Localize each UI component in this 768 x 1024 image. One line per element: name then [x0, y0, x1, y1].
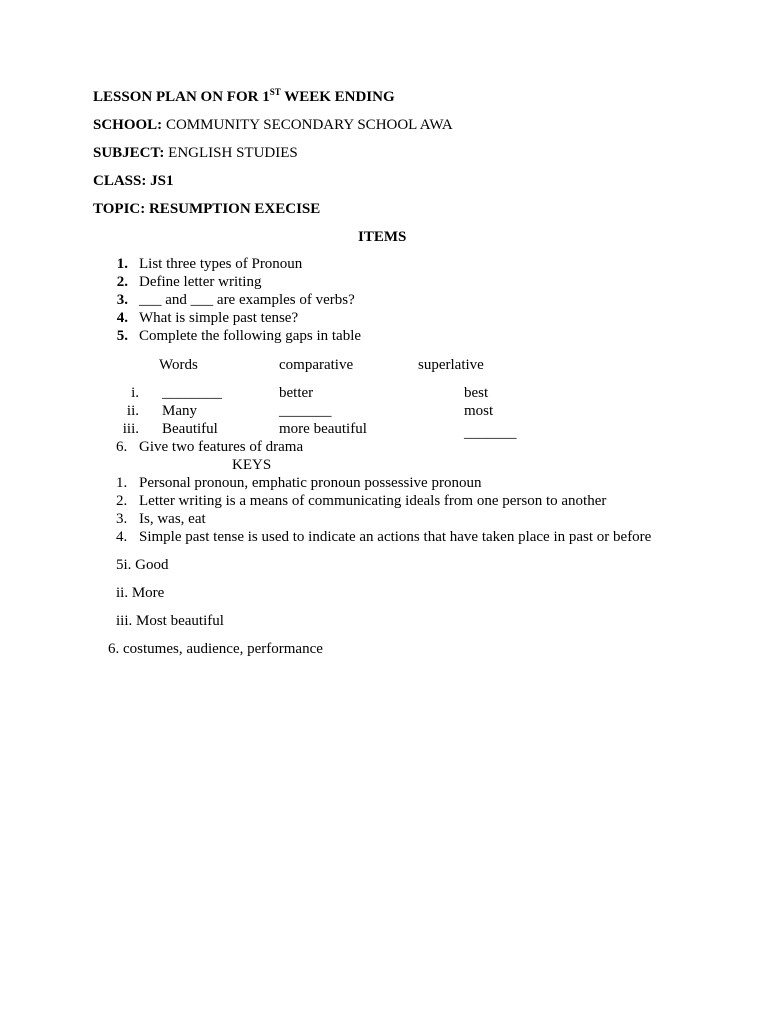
answer-number: 3. [116, 511, 128, 527]
table-row-number: iii. [122, 421, 139, 437]
table-cell-word: Beautiful [162, 421, 218, 437]
question-text: List three types of Pronoun [139, 256, 303, 272]
answer-text: Simple past tense is used to indicate an actions that have taken place in past or before [139, 529, 652, 545]
question-text: ___ and ___ are examples of verbs? [139, 292, 355, 308]
question-number: 6. [116, 439, 128, 455]
answer-5ii: ii. More [116, 585, 165, 601]
table-cell-comparative: _______ [279, 403, 332, 419]
answer-text: Personal pronoun, emphatic pronoun possessive pronoun [139, 475, 482, 491]
question-number: 5. [116, 328, 128, 344]
answer-6: 6. costumes, audience, performance [108, 641, 323, 657]
question-number: 2. [116, 274, 128, 290]
table-cell-word: Many [162, 403, 197, 419]
topic-line: TOPIC: RESUMPTION EXECISE [93, 201, 321, 217]
subject-value: ENGLISH STUDIES [164, 145, 298, 161]
school-line [93, 116, 453, 134]
school-value: COMMUNITY SECONDARY SCHOOL AWA [162, 117, 453, 133]
table-cell-superlative: most [464, 403, 494, 419]
table-header-comparative: comparative [279, 357, 354, 373]
table-cell-word: ________ [162, 385, 222, 401]
document-title: LESSON PLAN ON FOR 1ST WEEK ENDING [93, 87, 395, 105]
answer-text: Is, was, eat [139, 511, 206, 527]
question-number: 3. [116, 292, 128, 308]
keys-heading: KEYS [232, 457, 272, 473]
answer-number: 4. [116, 529, 128, 545]
question-number: 1. [116, 256, 128, 272]
question-number: 4. [116, 310, 128, 326]
table-cell-superlative: best [464, 385, 489, 401]
subject-label: SUBJECT: [93, 145, 165, 161]
answer-number: 2. [116, 493, 128, 509]
question-text: Give two features of drama [139, 439, 304, 455]
table-cell-comparative: better [279, 385, 314, 401]
table-cell-superlative: _______ [464, 425, 517, 441]
answer-text: Letter writing is a means of communicating ideals from one person to another [139, 493, 607, 509]
class-line: CLASS: JS1 [93, 173, 174, 189]
question-text: Define letter writing [139, 274, 262, 290]
answer-5iii: iii. Most beautiful [116, 613, 224, 629]
subject-line [93, 144, 298, 162]
answer-5i: 5i. Good [116, 557, 169, 573]
table-header-words: Words [159, 357, 198, 373]
table-header-superlative: superlative [418, 357, 484, 373]
answer-number: 1. [116, 475, 128, 491]
question-text: What is simple past tense? [139, 310, 299, 326]
question-text: Complete the following gaps in table [139, 328, 362, 344]
table-cell-comparative: more beautiful [279, 421, 367, 437]
table-row-number: i. [131, 385, 139, 401]
table-row-number: ii. [126, 403, 139, 419]
items-heading: ITEMS [358, 229, 407, 245]
school-label: SCHOOL: [93, 117, 163, 133]
